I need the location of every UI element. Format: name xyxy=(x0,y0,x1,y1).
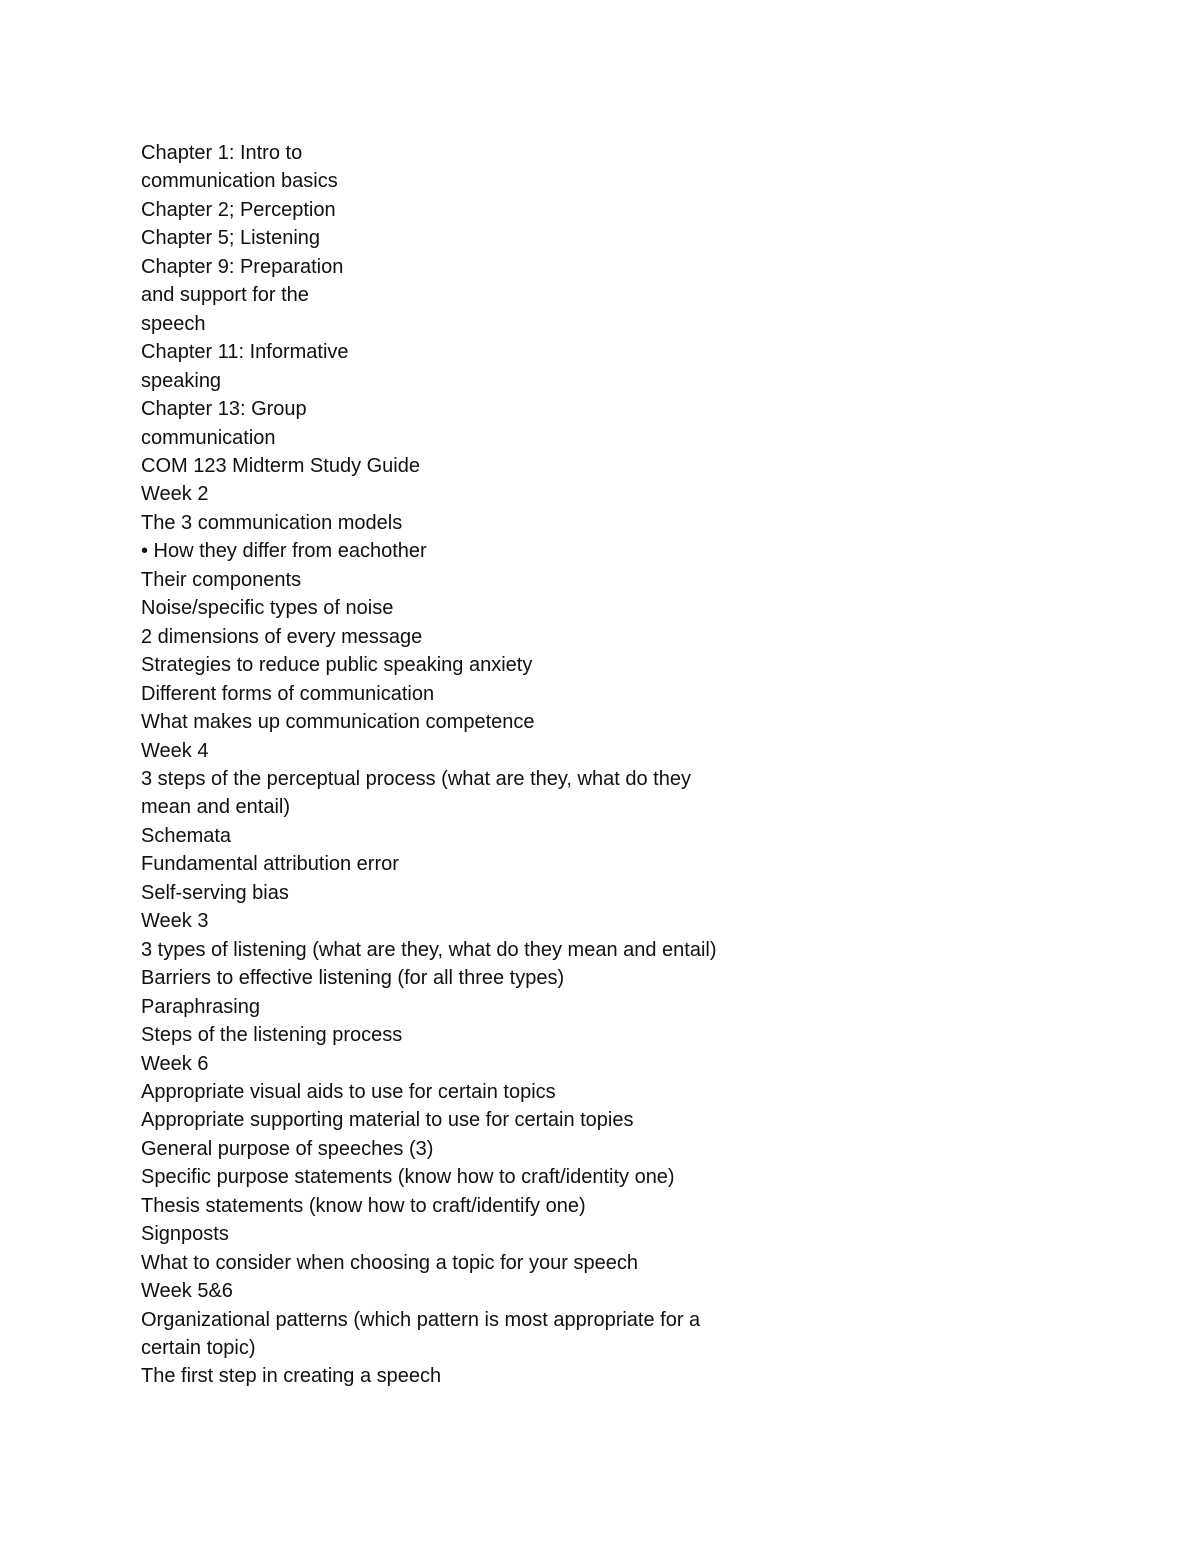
text-line: The 3 communication models xyxy=(141,511,403,534)
week-heading: Week 3 xyxy=(141,910,209,933)
text-line: Chapter 9: Preparation xyxy=(141,255,344,278)
text-line: Signposts xyxy=(141,1223,229,1246)
text-line: Self-serving bias xyxy=(141,881,289,904)
text-line: Strategies to reduce public speaking anxiety xyxy=(141,654,533,677)
text-line: 2 dimensions of every message xyxy=(141,625,423,648)
text-line: Paraphrasing xyxy=(141,995,260,1018)
text-line: Fundamental attribution error xyxy=(141,853,399,876)
text-line: Steps of the listening process xyxy=(141,1024,403,1047)
text-line: Chapter 13: Group xyxy=(141,398,307,421)
text-line: and support for the xyxy=(141,284,309,307)
text-line: mean and entail) xyxy=(141,796,290,819)
text-line: Different forms of communication xyxy=(141,682,435,705)
text-line: Their components xyxy=(141,568,302,591)
document-title: COM 123 Midterm Study Guide xyxy=(141,454,420,477)
week-heading: Week 2 xyxy=(141,483,209,506)
week-heading: Week 4 xyxy=(141,739,209,762)
text-line: 3 steps of the perceptual process (what are they, what do they xyxy=(141,767,691,790)
text-line: 3 types of listening (what are they, what do they mean and entail) xyxy=(141,938,717,961)
text-line: Barriers to effective listening (for all three types) xyxy=(141,967,565,990)
text-line: Schemata xyxy=(141,824,232,847)
text-line: speech xyxy=(141,312,206,335)
text-line: communication xyxy=(141,426,276,449)
text-line: speaking xyxy=(141,369,222,392)
week-heading: Week 5&6 xyxy=(141,1280,233,1303)
text-line: What to consider when choosing a topic for your speech xyxy=(141,1251,638,1274)
text-line: Appropriate supporting material to use for certain topies xyxy=(141,1109,634,1132)
text-line: Chapter 11: Informative xyxy=(141,341,349,364)
text-line: Chapter 2; Perception xyxy=(141,198,336,221)
text-line: Noise/specific types of noise xyxy=(141,597,394,620)
week-heading: Week 6 xyxy=(141,1052,209,1075)
text-line: Chapter 5; Listening xyxy=(141,227,321,250)
text-line: certain topic) xyxy=(141,1337,256,1360)
text-line: Organizational patterns (which pattern is most appropriate for a xyxy=(141,1308,701,1331)
study-guide-text xyxy=(141,139,861,1391)
text-line: The first step in creating a speech xyxy=(141,1365,442,1388)
text-line: Specific purpose statements (know how to craft/identity one) xyxy=(141,1166,675,1189)
text-line: communication basics xyxy=(141,170,338,193)
text-line: Appropriate visual aids to use for certain topics xyxy=(141,1080,556,1103)
text-line: What makes up communication competence xyxy=(141,711,535,734)
text-line: General purpose of speeches (3) xyxy=(141,1137,434,1160)
bullet-line: • How they differ from eachother xyxy=(141,540,427,563)
text-line: Chapter 1: Intro to xyxy=(141,142,303,164)
text-line: Thesis statements (know how to craft/identify one) xyxy=(141,1194,586,1217)
